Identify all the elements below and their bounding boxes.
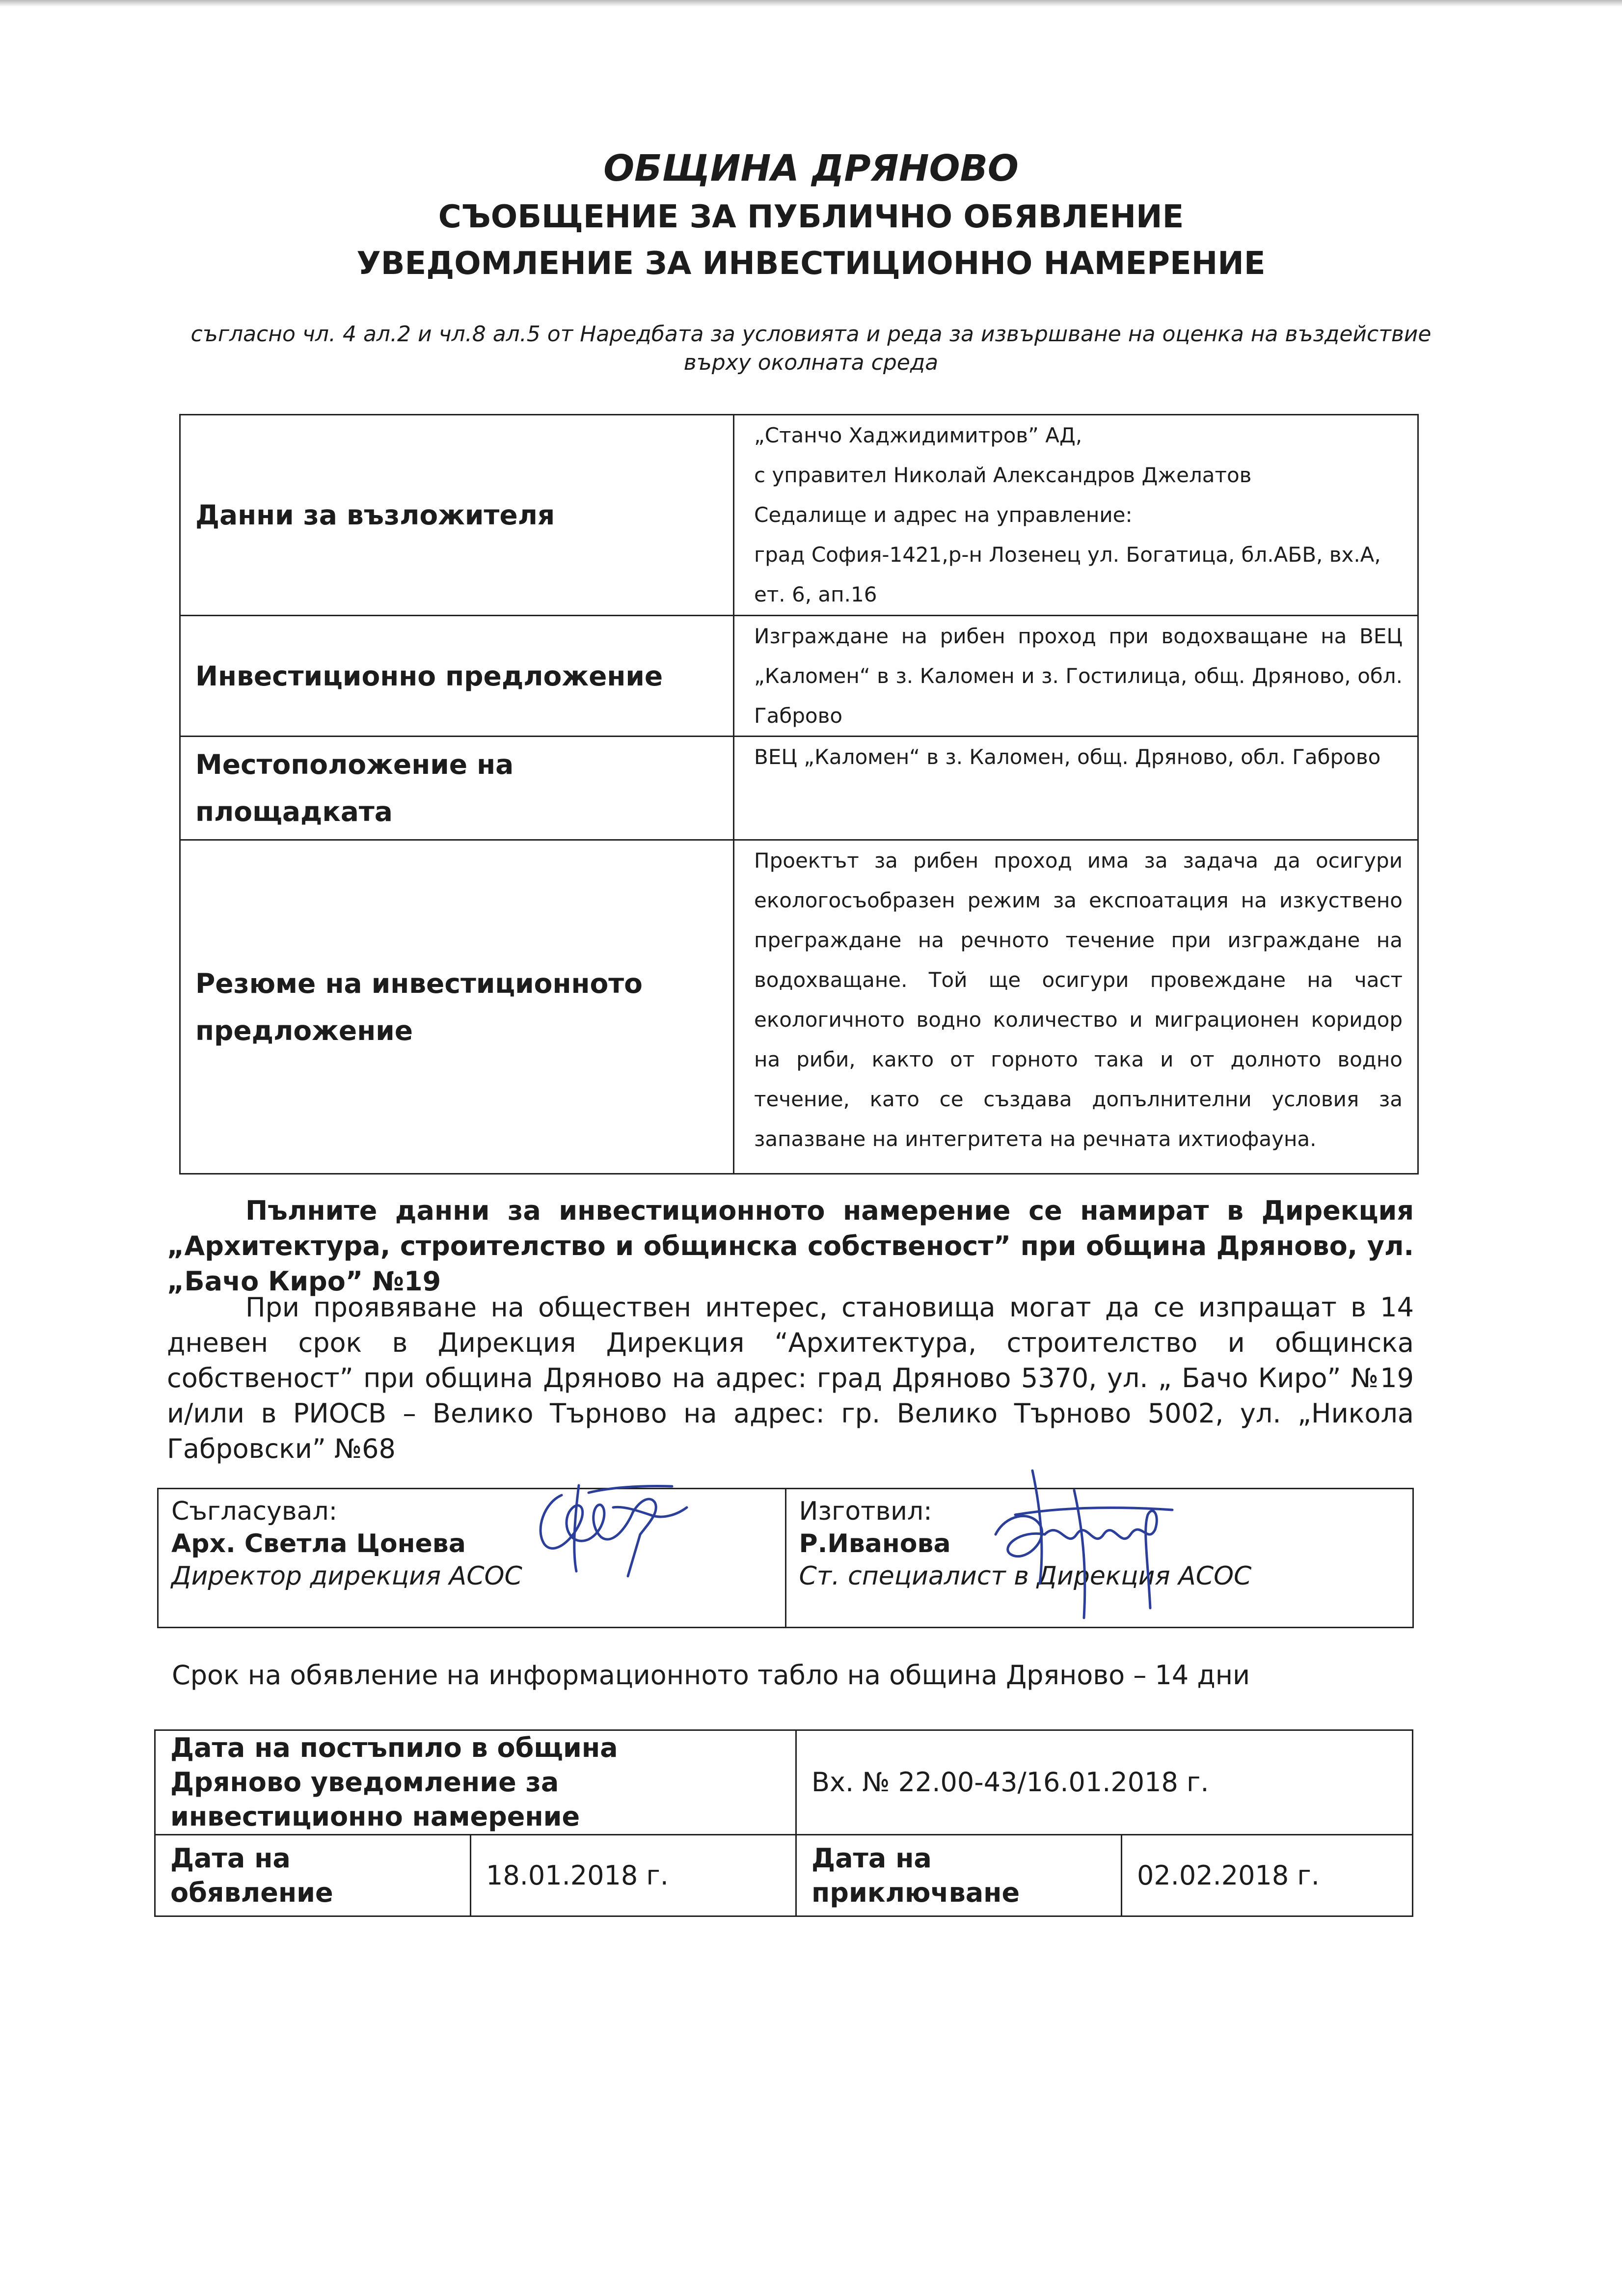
investor-line-4: град София-1421,р-н Лозенец ул. Богатица, бл.АБВ, вх.А, xyxy=(754,543,1381,567)
end-date-label xyxy=(796,1835,1122,1916)
legal-basis xyxy=(147,320,1475,377)
location-label xyxy=(180,737,734,840)
municipality-title: ОБЩИНА ДРЯНОВО xyxy=(603,147,1019,190)
approved-cell xyxy=(158,1489,786,1628)
received-date-value: Вх. № 22.00-43/16.01.2018 г. xyxy=(796,1730,1413,1835)
investor-label: Данни за възложителя xyxy=(180,415,734,616)
full-data-paragraph: Пълните данни за инвестиционното намерение се намират в Дирекция „Архитектура, строителство и общинска собственост” при община Дряново, ул. „Бачо Киро” №19 xyxy=(167,1195,1414,1297)
location-label-line1: Местоположение на xyxy=(195,749,514,780)
summary-value: Проектът за рибен проход има за задача да осигури екологосъобразен режим за експоатация на изкуствено преграждане на речното течение при изграждане на водохващане. Той ще осигури провеждане на част екологичното водно количество и миграционен коридор на риби, както от горното така и от долното водно течение, като се създава допълнителни условия за запазване на интегритета на речната ихтиофауна. xyxy=(734,840,1418,1174)
prepared-name: Р.Иванова xyxy=(799,1529,951,1558)
approved-name: Арх. Светла Цонева xyxy=(171,1529,466,1558)
end-label-line1: Дата на xyxy=(811,1842,932,1874)
dates-table xyxy=(154,1729,1413,1917)
table-row xyxy=(155,1835,1413,1916)
announce-label-line2: обявление xyxy=(170,1877,333,1908)
opinions-paragraph: При проявяване на обществен интерес, становища могат да се изпращат в 14 дневен срок в Дирекция Дирекция “Архитектура, строителство и общинска собственост” при община Дряново на адрес: град Дряново 5370, ул. „ Бачо Киро” №19 и/или в РИОСВ – Велико Търново на адрес: гр. Велико Търново 5002, ул. „Никола Габровски” №68 xyxy=(167,1292,1414,1464)
prepared-label: Изготвил: xyxy=(799,1497,932,1526)
table-row xyxy=(180,616,1418,737)
table-row xyxy=(155,1730,1413,1835)
table-row xyxy=(180,840,1418,1174)
table-row xyxy=(158,1489,1413,1628)
investor-value xyxy=(734,415,1418,616)
notice-subtitle: УВЕДОМЛЕНИЕ ЗА ИНВЕСТИЦИОННО НАМЕРЕНИЕ xyxy=(356,246,1266,282)
investor-line-5: ет. 6, ап.16 xyxy=(754,582,877,606)
table-row xyxy=(180,415,1418,616)
signature-tsoneva-icon xyxy=(515,1466,692,1579)
announce-date-label xyxy=(155,1835,471,1916)
received-date-label xyxy=(155,1730,796,1835)
announce-date-value: 18.01.2018 г. xyxy=(471,1835,796,1916)
received-label-line1: Дата на постъпило в община xyxy=(170,1732,618,1763)
approved-label: Съгласувал: xyxy=(171,1497,338,1526)
end-date-value: 02.02.2018 г. xyxy=(1122,1835,1413,1916)
proposal-value: Изграждане на рибен проход при водохващане на ВЕЦ „Каломен“ в з. Каломен и з. Гостилица, общ. Дряново, обл. Габрово xyxy=(734,616,1418,737)
posting-period: Срок на обявление на информационното табло на община Дряново – 14 дни xyxy=(172,1660,1250,1691)
location-value: ВЕЦ „Каломен“ в з. Каломен, общ. Дряново, обл. Габрово xyxy=(734,737,1418,840)
table-row xyxy=(180,737,1418,840)
end-label-line2: приключване xyxy=(811,1877,1020,1908)
legal-basis-line1: съгласно чл. 4 ал.2 и чл.8 ал.5 от Наредбата за условията и реда за извършване на оценка на въздействие xyxy=(190,322,1432,347)
summary-label xyxy=(180,840,734,1174)
proposal-label: Инвестиционно предложение xyxy=(180,616,734,737)
prepared-position: Ст. специалист в Дирекция АСОС xyxy=(799,1561,1252,1591)
received-label-line2: Дряново уведомление за xyxy=(170,1767,559,1798)
investor-line-2: с управител Николай Александров Джелатов xyxy=(754,463,1252,487)
legal-basis-line2: върху околната среда xyxy=(683,350,939,375)
investment-details-table xyxy=(179,414,1419,1175)
signature-ivanova-icon xyxy=(986,1461,1182,1623)
notice-title: СЪОБЩЕНИЕ ЗА ПУБЛИЧНО ОБЯВЛЕНИЕ xyxy=(438,199,1184,235)
prepared-cell xyxy=(785,1489,1413,1628)
summary-label-line1: Резюме на инвестиционното xyxy=(195,967,643,999)
investor-line-1: „Станчо Хаджидимитров” АД, xyxy=(754,423,1082,447)
signatures-table xyxy=(157,1488,1414,1628)
announce-label-line1: Дата на xyxy=(170,1842,291,1874)
investor-line-3: Седалище и адрес на управление: xyxy=(754,503,1133,527)
received-label-line3: инвестиционно намерение xyxy=(170,1801,580,1832)
location-label-line2: площадката xyxy=(195,796,393,827)
approved-position: Директор дирекция АСОС xyxy=(171,1561,522,1591)
scan-top-edge xyxy=(0,0,1622,7)
summary-label-line2: предложение xyxy=(195,1014,413,1046)
